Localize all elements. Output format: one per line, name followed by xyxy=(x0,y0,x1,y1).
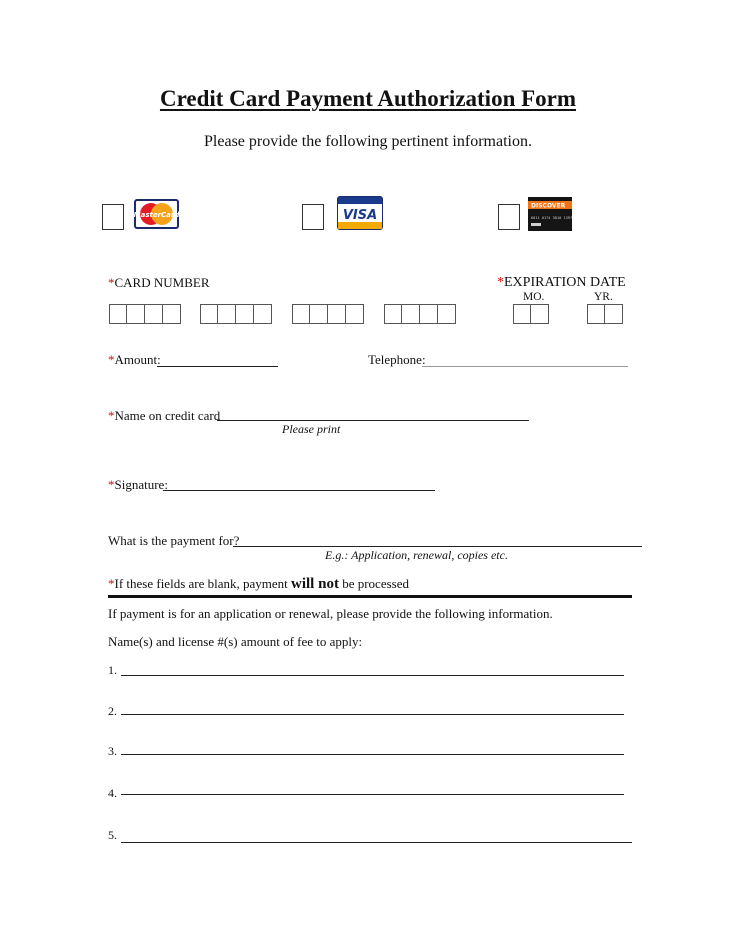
card-number-group-3[interactable] xyxy=(292,304,364,324)
expiration-year-label: YR. xyxy=(594,291,613,303)
signature-field[interactable] xyxy=(163,490,435,491)
application-instruction: If payment is for an application or renewal, please provide the following information. xyxy=(108,606,553,621)
form-subtitle: Please provide the following pertinent information. xyxy=(204,133,532,150)
payment-for-hint: E.g.: Application, renewal, copies etc. xyxy=(325,548,508,562)
fee-line-4[interactable] xyxy=(121,794,624,795)
name-on-card-hint: Please print xyxy=(282,422,341,436)
amount-label: *Amount: xyxy=(108,352,161,367)
item-number-3: 3. xyxy=(108,744,117,758)
card-number-group-1[interactable] xyxy=(109,304,181,324)
item-number-1: 1. xyxy=(108,663,117,677)
required-fields-warning: *If these fields are blank, payment will not be processed xyxy=(108,576,409,592)
signature-label: *Signature: xyxy=(108,477,168,492)
fee-line-5[interactable] xyxy=(121,842,632,843)
discover-icon xyxy=(528,197,572,231)
expiration-month-input[interactable] xyxy=(513,304,549,324)
section-divider xyxy=(108,595,632,598)
mastercard-logo xyxy=(134,199,179,229)
svg-text:VISA: VISA xyxy=(342,208,378,223)
expiration-month-label: MO. xyxy=(523,291,545,303)
name-on-card-field[interactable] xyxy=(217,420,529,421)
item-number-2: 2. xyxy=(108,704,117,718)
names-and-license-label: Name(s) and license #(s) amount of fee to apply: xyxy=(108,634,363,649)
svg-text:MasterCard: MasterCard xyxy=(133,211,180,219)
discover-logo xyxy=(528,197,572,231)
item-number-4: 4. xyxy=(108,786,117,800)
fee-line-3[interactable] xyxy=(121,754,624,755)
expiration-date-label: *EXPIRATION DATE xyxy=(497,275,626,290)
svg-text:6011 0174 3810 1397: 6011 0174 3810 1397 xyxy=(531,216,573,220)
telephone-field[interactable] xyxy=(422,366,628,367)
svg-text:DISCOVER: DISCOVER xyxy=(531,202,566,210)
fee-line-2[interactable] xyxy=(121,714,624,715)
card-number-label: *CARD NUMBER xyxy=(108,275,210,290)
payment-for-field[interactable] xyxy=(233,546,642,547)
expiration-year-input[interactable] xyxy=(587,304,623,324)
card-number-group-2[interactable] xyxy=(200,304,272,324)
visa-logo xyxy=(337,196,383,230)
visa-checkbox[interactable] xyxy=(302,204,324,230)
name-on-card-label: *Name on credit card xyxy=(108,408,221,423)
mastercard-icon xyxy=(133,201,180,227)
card-number-group-4[interactable] xyxy=(384,304,456,324)
payment-for-label: What is the payment for? xyxy=(108,533,240,548)
discover-checkbox[interactable] xyxy=(498,204,520,230)
amount-field[interactable] xyxy=(157,366,278,367)
fee-line-1[interactable] xyxy=(121,675,624,676)
form-title: Credit Card Payment Authorization Form xyxy=(159,86,577,111)
mastercard-checkbox[interactable] xyxy=(102,204,124,230)
item-number-5: 5. xyxy=(108,828,117,842)
visa-icon xyxy=(338,197,382,229)
telephone-label: Telephone: xyxy=(368,352,426,367)
